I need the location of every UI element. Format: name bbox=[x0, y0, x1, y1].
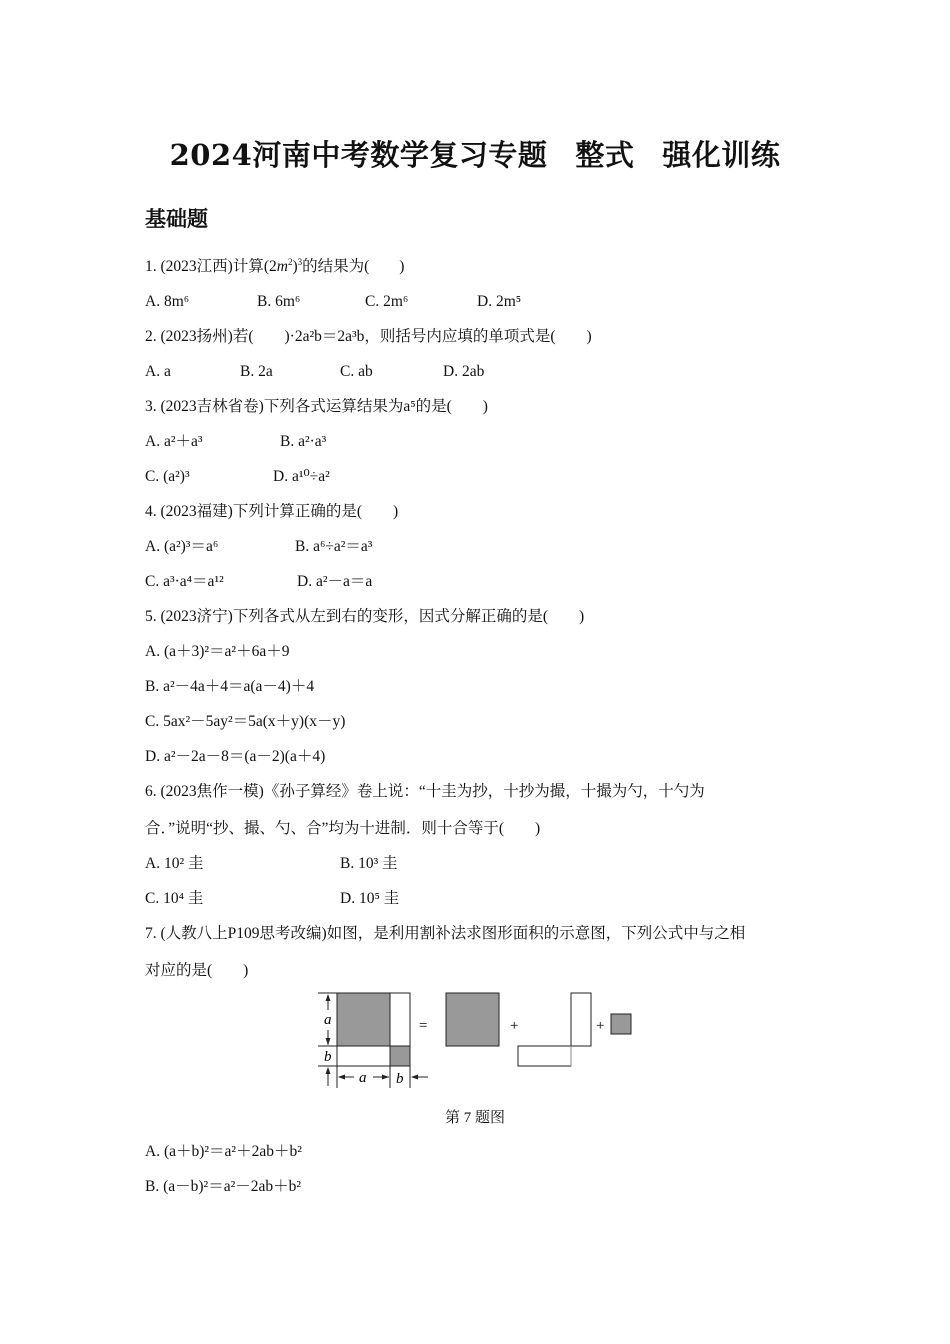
paren: ) bbox=[292, 258, 298, 275]
question-2 bbox=[145, 327, 592, 347]
question-7 bbox=[145, 924, 745, 944]
q2-option-d: D. 2ab bbox=[443, 363, 485, 380]
question-number: 5. bbox=[145, 608, 157, 625]
q3-option-b: B. a²·a³ bbox=[280, 433, 327, 450]
question-number: 1. bbox=[145, 258, 157, 275]
rect-vertical bbox=[571, 993, 591, 1046]
label-b-horizontal: b bbox=[396, 1071, 404, 1087]
q7-option-a: A. (a＋b)²＝a²＋2ab＋b² bbox=[145, 1143, 302, 1160]
q5-option-a: A. (a＋3)²＝a²＋6a＋9 bbox=[145, 643, 290, 660]
paren: ) bbox=[399, 258, 405, 275]
q6-option-a: A. 10² 圭 bbox=[145, 855, 204, 872]
q6-option-b: B. 10³ 圭 bbox=[340, 855, 398, 872]
exponent: 3 bbox=[297, 257, 303, 267]
rect-bottom bbox=[337, 1046, 390, 1066]
q1-option-a: A. 8m⁶ bbox=[145, 293, 190, 310]
question-stem: 的结果为( bbox=[302, 258, 370, 275]
title-topic: 整式 bbox=[575, 138, 635, 172]
label-a-horizontal: a bbox=[359, 1070, 367, 1086]
title-suffix: 强化训练 bbox=[662, 138, 781, 172]
question-number: 7. bbox=[145, 925, 157, 942]
plus-sign-2: + bbox=[596, 1018, 605, 1034]
q4-option-d: D. a²－a＝a bbox=[297, 573, 373, 590]
figure-caption: 第 7 题图 bbox=[444, 1110, 505, 1126]
question-source: (2023扬州) bbox=[160, 328, 233, 345]
question-number: 3. bbox=[145, 398, 157, 415]
q4-option-c: C. a³·a⁴＝a¹² bbox=[145, 573, 224, 590]
q4-option-a: A. (a²)³＝a⁶ bbox=[145, 538, 219, 555]
q7-figure bbox=[310, 985, 640, 1090]
q5-option-b: B. a²－4a＋4＝a(a－4)＋4 bbox=[145, 678, 315, 695]
question-6 bbox=[145, 782, 705, 802]
question-stem: 下列各式从左到右的变形，因式分解正确的是( ) bbox=[232, 608, 585, 625]
q4-option-b: B. a⁶÷a²＝a³ bbox=[295, 538, 373, 555]
question-stem: 计算(2 bbox=[232, 258, 277, 275]
q3-option-c: C. (a²)³ bbox=[145, 468, 190, 485]
question-number: 4. bbox=[145, 503, 157, 520]
shaded-square-b2 bbox=[611, 1014, 631, 1034]
equals-sign: = bbox=[419, 1018, 428, 1034]
q6-option-c: C. 10⁴ 圭 bbox=[145, 890, 204, 907]
question-source: (2023济宁) bbox=[160, 608, 233, 625]
q7-option-b: B. (a－b)²＝a²－2ab＋b² bbox=[145, 1178, 301, 1195]
variable: m bbox=[276, 258, 288, 275]
page-title bbox=[0, 133, 950, 174]
question-7-cont: 对应的是( ) bbox=[145, 962, 249, 979]
question-source: (人教八上P109思考改编) bbox=[160, 925, 327, 942]
q5-option-d: D. a²－2a－8＝(a－2)(a＋4) bbox=[145, 748, 326, 765]
question-4 bbox=[145, 502, 398, 522]
plus-sign-1: + bbox=[510, 1018, 519, 1034]
question-stem: 《孙子算经》卷上说：“十圭为抄，十抄为撮，十撮为勺，十勺为 bbox=[263, 783, 705, 800]
question-number: 2. bbox=[145, 328, 157, 345]
shaded-square-a2 bbox=[446, 993, 499, 1046]
q6-option-d: D. 10⁵ 圭 bbox=[340, 890, 400, 907]
question-stem: 下列各式运算结果为a⁵的是( ) bbox=[263, 398, 488, 415]
q2-option-a: A. a bbox=[145, 363, 171, 380]
question-3 bbox=[145, 397, 488, 417]
label-b-vertical: b bbox=[324, 1049, 332, 1065]
shaded-square-b bbox=[390, 1046, 410, 1066]
q3-option-a: A. a²＋a³ bbox=[145, 433, 203, 450]
q2-option-b: B. 2a bbox=[240, 363, 273, 380]
question-source: (2023焦作一模) bbox=[160, 783, 264, 800]
q1-option-b: B. 6m⁶ bbox=[257, 293, 301, 310]
q2-option-c: C. ab bbox=[340, 363, 373, 380]
question-stem: 若( )·2a²b＝2a³b，则括号内应填的单项式是( ) bbox=[232, 328, 592, 345]
question-1 bbox=[145, 257, 404, 277]
question-source: (2023江西) bbox=[160, 258, 233, 275]
shaded-square-a bbox=[337, 993, 390, 1046]
question-source: (2023福建) bbox=[160, 503, 233, 520]
question-6-cont: 合．”说明“抄、撮、勺、合”均为十进制．则十合等于( ) bbox=[145, 820, 541, 837]
q5-option-c: C. 5ax²－5ay²＝5a(x＋y)(x－y) bbox=[145, 713, 346, 730]
q1-option-c: C. 2m⁶ bbox=[365, 293, 409, 310]
question-source: (2023吉林省卷) bbox=[160, 398, 264, 415]
question-5 bbox=[145, 607, 584, 627]
question-stem: 下列计算正确的是( ) bbox=[232, 503, 399, 520]
question-number: 6. bbox=[145, 783, 157, 800]
title-main: 2024河南中考数学复习专题 bbox=[169, 138, 548, 172]
q3-option-d: D. a¹⁰÷a² bbox=[273, 468, 330, 485]
question-stem: 如图，是利用割补法求图形面积的示意图，下列公式中与之相 bbox=[326, 925, 746, 942]
q1-option-d: D. 2m⁵ bbox=[477, 293, 522, 310]
exponent: 2 bbox=[287, 257, 293, 267]
rect-right bbox=[390, 993, 410, 1046]
label-a-vertical: a bbox=[324, 1012, 332, 1028]
section-heading: 基础题 bbox=[145, 207, 208, 231]
rect-horizontal bbox=[518, 1046, 571, 1066]
